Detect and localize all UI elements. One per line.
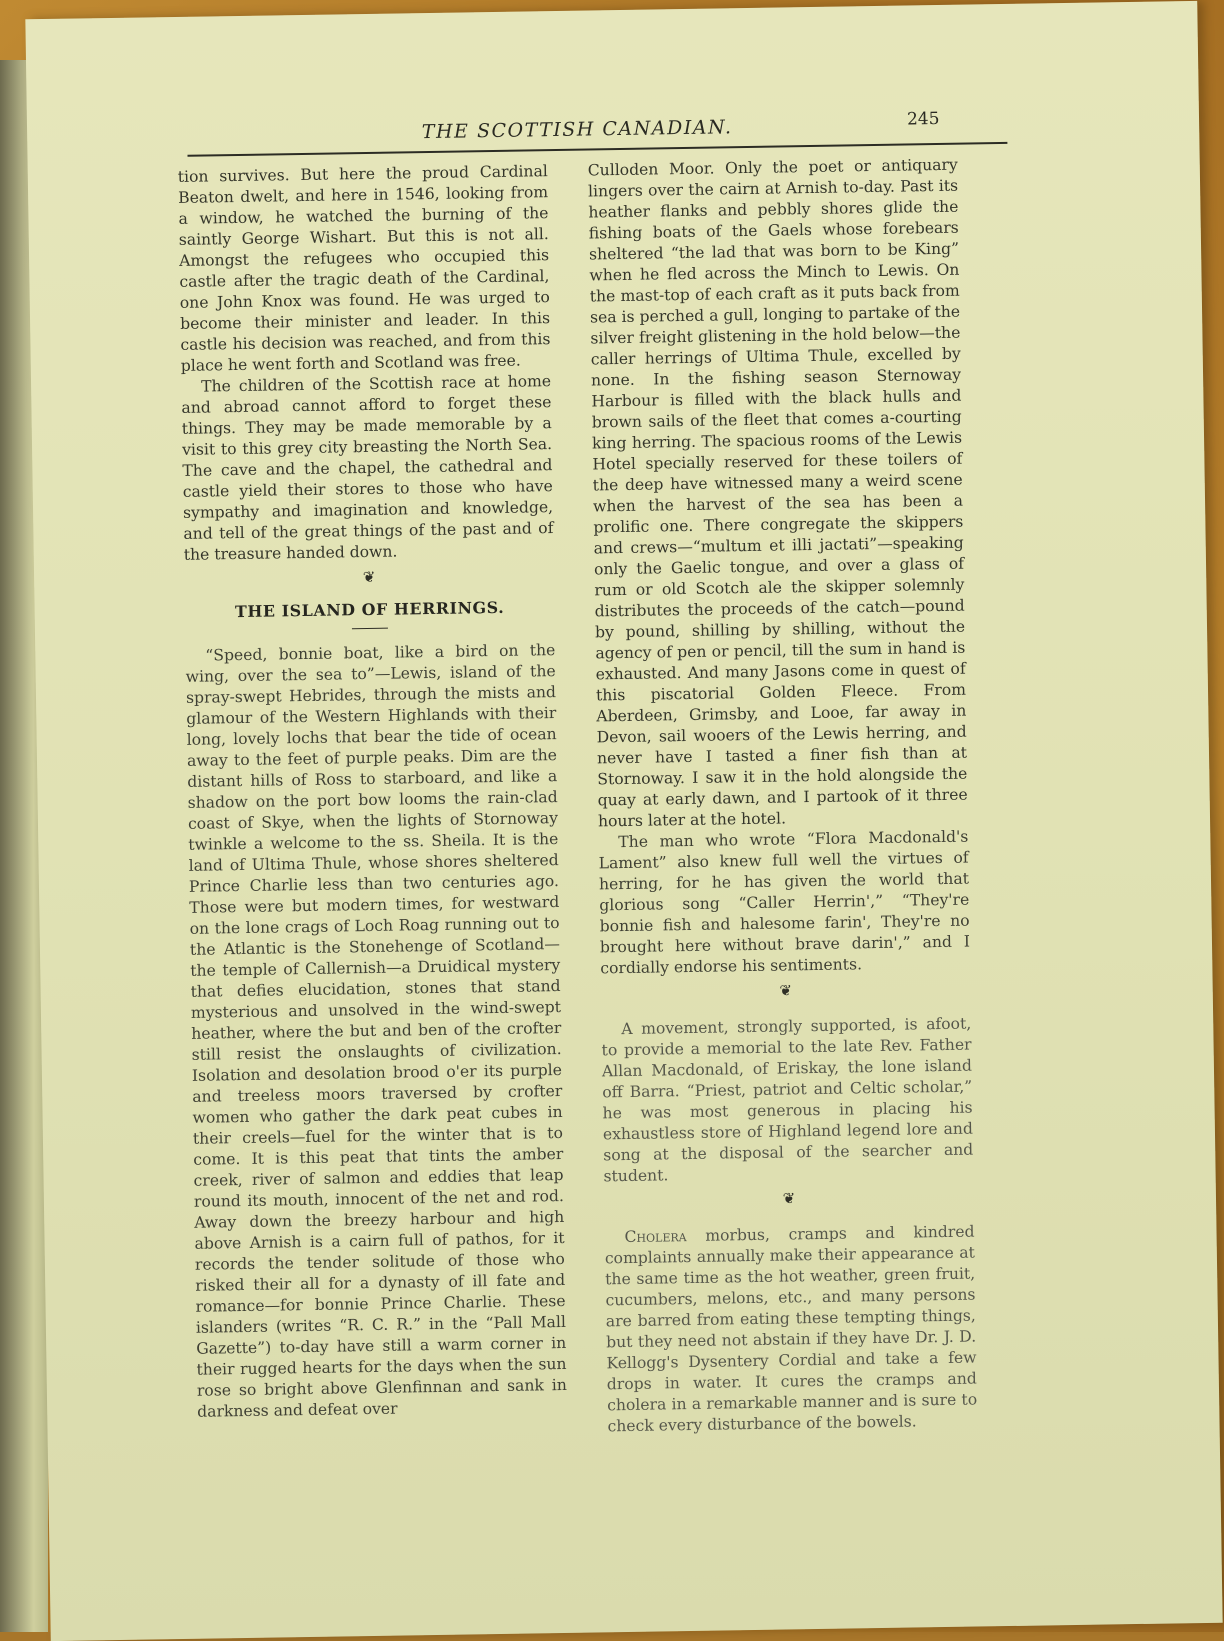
paragraph: The man who wrote “Flora Macdonald's Lament” also knew full well the virtues of herring, for he has given the world that glorious song “Caller Herrin',” “They're bonnie fish and halesome farin', They're no brought here without brave darin',” and I cordially endorse his sentiments. [598,827,971,978]
title-rule [352,628,388,630]
paragraph: “Speed, bonnie boat, like a bird on the wing, over the sea to”—Lewis, island of the spray-swept Hebrides, through the mists and glamour of the Western Highlands with their long, lovely lochs that bear the tide of ocean away to the feet of purple peaks. Dim are the distant hills of Ross to starboard, and like a shadow on the port bow looms the rain-clad coast of Skye, when the lights of Stornoway twinkle a welcome to the ss. Sheila. It is the land of Ultima Thule, whose shores sheltered Prince Charlie less than two centuries ago. Those were but modern times, for westward on the lone crags of Loch Roag running out to the Atlantic is the Stonehenge of Scotland—the temple of Callernish—a Druidical mystery that defies elucidation, stones that stand mysterious and unsolved in the wind-swept heather, where the but and ben of the crofter still resist the onslaughts of civilization. Isolation and desolation brood o'er its purple and treeless moors traversed by crofter women who gather the dark peat cubes in their creels—fuel for the winter that is to come. It is this peat that tints the amber creek, river of salmon and eddies that leap round its mouth, innocent of the net and rod. Away down the breezy harbour and high above Arnish is a cairn full of pathos, for it records the tender solitude of those who risked their all for a dynasty of ill fate and romance—for bonnie Prince Charlie. These islanders (writes “R. C. R.” in the “Pall Mall Gazette”) to-day have still a warm corner in their rugged hearts for the days when the sun rose so bright above Glenfinnan and sank in darkness and defeat over [185,641,567,1421]
paragraph-body: morbus, cramps and kindred complaints annually make their appearance at the same time as the hot weather, green fruit, cucumbers, melons, etc., and many persons are barred from eating these tempting things, but they need not abstain if they have Dr. J. D. Kellogg's Dysentery Cordial and take a few drops in water. It cures the cramps and cholera in a remarkable manner and is sure to check every disturbance of the bowels. [604,1222,978,1436]
magazine-page [25,1,1222,1641]
left-column [178,161,568,1423]
section-title: THE ISLAND OF HERRINGS. [234,597,505,622]
paragraph: tion survives. But here the proud Cardinal Beaton dwelt, and here in 1546, looking from a window, he watched the burning of the saintly George Wishart. But this is not all. Amongst the refugees who occupied this castle after the tragic death of the Cardinal, one John Knox was found. He was urged to become their minister and leader. In this castle his decision was reached, and from this place he went forth and Scotland was free. [177,162,551,375]
paragraph-lead-word: Cholera [624,1227,687,1247]
advertisement-paragraph [604,1222,977,1438]
paragraph: The children of the Scottish race at home and abroad cannot afford to forget these things. They may be made memorable by a visit to this grey city breasting the North Sea. The cave and the chapel, the cathedral and castle yield their stores to those who have sympathy and imagination and knowledge, and tell of the great things of the past and of the treasure handed down. [181,372,554,564]
paragraph: A movement, strongly supported, is afoot, to provide a memorial to the late Rev. Father Allan Macdonald, of Eriskay, the lone island off Barra. “Priest, patriot and Celtic scholar,” he was most generous in placing his exhaustless store of Highland legend lore and song at the disposal of the searcher and student. [601,1014,974,1186]
header-rule [187,142,1007,157]
section-divider-ornament: ❦ [362,567,376,587]
section-divider-ornament: ❦ [779,981,793,1000]
section-divider-ornament: ❦ [782,1189,796,1208]
right-column [588,155,978,1438]
running-title: THE SCOTTISH CANADIAN. [421,116,733,144]
page-number: 245 [906,108,940,130]
paragraph: Culloden Moor. Only the poet or antiquary lingers over the cairn at Arnish to-day. Past its heather flanks and pebbly shores glide the fishing boats of the Gaels whose forebears sheltered “the lad that was born to be King” when he fled across the Minch to Lewis. On the mast-top of each craft as it puts back from sea is perched a gull, longing to partake of the silver freight glistening in the hold below—the caller herrings of Ultima Thule, excelled by none. In the fishing season Sternoway Harbour is filled with the black hulls and brown sails of the fleet that comes a-courting king herring. The spacious rooms of the Lewis Hotel specially reserved for these toilers of the deep have witnessed many a weird scene when the harvest of the sea has been a prolific one. There congregate the skippers and crews—“multum et illi jactati”—speaking only the Gaelic tongue, and over a glass of rum or old Scotch ale the skipper solemnly distributes the proceeds of the catch—pound by pound, shilling by shilling, without the agency of pen or pencil, till the sum in hand is exhausted. And many Jasons come in quest of this piscatorial Golden Fleece. From Aberdeen, Grimsby, and Looe, far away in Devon, sail wooers of the Lewis herring, and never have I tasted a finer fish than at Stornoway. I saw it in the hold alongside the quay at early dawn, and I partook of it three hours later at the hotel. [587,155,968,831]
